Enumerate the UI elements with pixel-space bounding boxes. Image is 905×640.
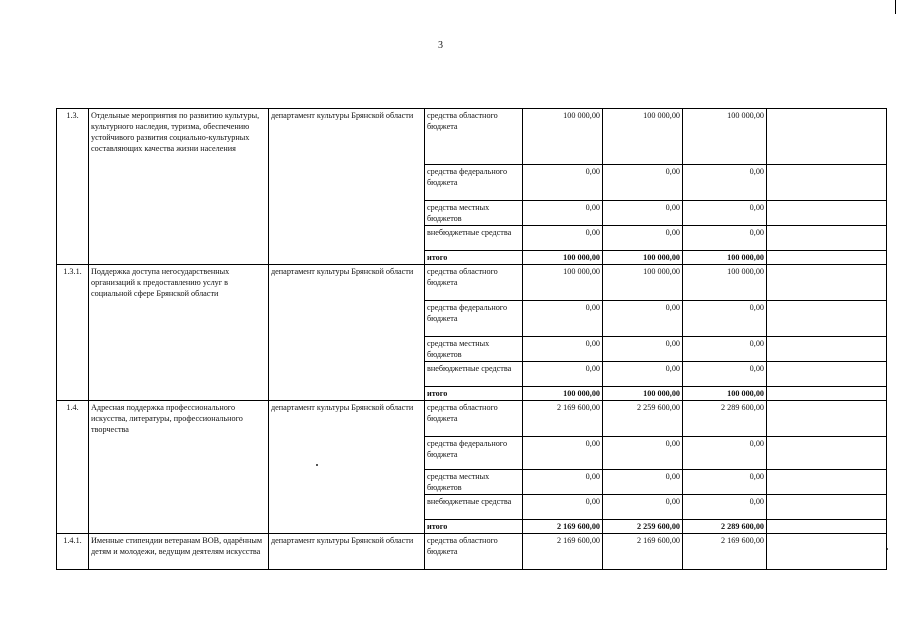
empty-cell (767, 520, 887, 534)
item-code: 1.4.1. (57, 534, 89, 570)
amount-year-3: 100 000,00 (683, 265, 767, 301)
amount-year-2: 2 259 600,00 (603, 401, 683, 437)
amount-year-1: 0,00 (523, 437, 603, 470)
table-row (57, 109, 887, 165)
empty-cell (767, 301, 887, 337)
amount-year-1: 2 169 600,00 (523, 401, 603, 437)
amount-year-2: 0,00 (603, 495, 683, 520)
empty-cell (767, 337, 887, 362)
amount-year-1: 100 000,00 (523, 109, 603, 165)
amount-year-2: 0,00 (603, 470, 683, 495)
item-code: 1.3. (57, 109, 89, 265)
funding-source: средства местных бюджетов (425, 337, 523, 362)
funding-source: средства областного бюджета (425, 109, 523, 165)
funding-source: средства областного бюджета (425, 401, 523, 437)
empty-cell (767, 201, 887, 226)
amount-year-3: 2 289 600,00 (683, 401, 767, 437)
item-executor: департамент культуры Брянской области (269, 401, 425, 534)
empty-cell (767, 387, 887, 401)
amount-year-2: 2 259 600,00 (603, 520, 683, 534)
empty-cell (767, 165, 887, 201)
amount-year-3: 100 000,00 (683, 387, 767, 401)
amount-year-2: 100 000,00 (603, 387, 683, 401)
item-code: 1.3.1. (57, 265, 89, 401)
funding-source: средства федерального бюджета (425, 301, 523, 337)
empty-cell (767, 362, 887, 387)
empty-cell (767, 226, 887, 251)
funding-source: итого (425, 520, 523, 534)
amount-year-2: 100 000,00 (603, 251, 683, 265)
amount-year-3: 100 000,00 (683, 109, 767, 165)
amount-year-3: 0,00 (683, 362, 767, 387)
empty-cell (767, 109, 887, 165)
amount-year-3: 0,00 (683, 337, 767, 362)
funding-source: средства местных бюджетов (425, 470, 523, 495)
amount-year-2: 0,00 (603, 362, 683, 387)
amount-year-2: 100 000,00 (603, 109, 683, 165)
amount-year-2: 0,00 (603, 201, 683, 226)
item-code: 1.4. (57, 401, 89, 534)
amount-year-3: 0,00 (683, 201, 767, 226)
amount-year-2: 0,00 (603, 301, 683, 337)
table-row (57, 265, 887, 301)
amount-year-1: 0,00 (523, 495, 603, 520)
amount-year-1: 0,00 (523, 165, 603, 201)
empty-cell (767, 437, 887, 470)
amount-year-1: 2 169 600,00 (523, 534, 603, 570)
empty-cell (767, 470, 887, 495)
amount-year-3: 100 000,00 (683, 251, 767, 265)
page-number: 3 (438, 40, 443, 51)
empty-cell (767, 401, 887, 437)
amount-year-3: 0,00 (683, 165, 767, 201)
amount-year-2: 0,00 (603, 165, 683, 201)
table-body (57, 109, 887, 570)
amount-year-3: 0,00 (683, 437, 767, 470)
funding-source: средства федерального бюджета (425, 165, 523, 201)
item-executor: департамент культуры Брянской области (269, 109, 425, 265)
funding-source: итого (425, 387, 523, 401)
item-executor: департамент культуры Брянской области (269, 534, 425, 570)
amount-year-2: 2 169 600,00 (603, 534, 683, 570)
amount-year-1: 0,00 (523, 337, 603, 362)
funding-source: внебюджетные средства (425, 362, 523, 387)
funding-source: итого (425, 251, 523, 265)
amount-year-3: 0,00 (683, 226, 767, 251)
empty-cell (767, 251, 887, 265)
funding-source: внебюджетные средства (425, 495, 523, 520)
amount-year-1: 2 169 600,00 (523, 520, 603, 534)
amount-year-2: 0,00 (603, 226, 683, 251)
funding-source: средства областного бюджета (425, 534, 523, 570)
amount-year-1: 100 000,00 (523, 387, 603, 401)
empty-cell (767, 495, 887, 520)
amount-year-3: 2 289 600,00 (683, 520, 767, 534)
table-row (57, 534, 887, 570)
funding-source: средства областного бюджета (425, 265, 523, 301)
amount-year-3: 0,00 (683, 495, 767, 520)
amount-year-1: 0,00 (523, 226, 603, 251)
item-name: Именные стипендии ветеранам ВОВ, одарённым детям и молодежи, ведущим деятелям искусства (89, 534, 269, 570)
empty-cell (767, 534, 887, 570)
funding-source: внебюджетные средства (425, 226, 523, 251)
amount-year-2: 0,00 (603, 437, 683, 470)
amount-year-1: 0,00 (523, 201, 603, 226)
amount-year-1: 100 000,00 (523, 265, 603, 301)
scan-edge-mark (895, 0, 896, 14)
amount-year-2: 0,00 (603, 337, 683, 362)
budget-table (56, 108, 887, 570)
amount-year-1: 0,00 (523, 470, 603, 495)
amount-year-1: 100 000,00 (523, 251, 603, 265)
amount-year-3: 0,00 (683, 470, 767, 495)
funding-source: средства местных бюджетов (425, 201, 523, 226)
amount-year-1: 0,00 (523, 301, 603, 337)
item-name: Адресная поддержка профессионального искусства, литературы, профессионального творчества (89, 401, 269, 534)
item-name: Отдельные мероприятия по развитию культуры, культурного наследия, туризма, обеспечению устойчивого развития социально-культурных составляющих качества жизни населения (89, 109, 269, 265)
item-executor: департамент культуры Брянской области (269, 265, 425, 401)
amount-year-1: 0,00 (523, 362, 603, 387)
empty-cell (767, 265, 887, 301)
table-row (57, 401, 887, 437)
item-name: Поддержка доступа негосударственных организаций к предоставлению услуг в социальной сфере Брянской области (89, 265, 269, 401)
amount-year-3: 0,00 (683, 301, 767, 337)
funding-source: средства федерального бюджета (425, 437, 523, 470)
amount-year-3: 2 169 600,00 (683, 534, 767, 570)
amount-year-2: 100 000,00 (603, 265, 683, 301)
